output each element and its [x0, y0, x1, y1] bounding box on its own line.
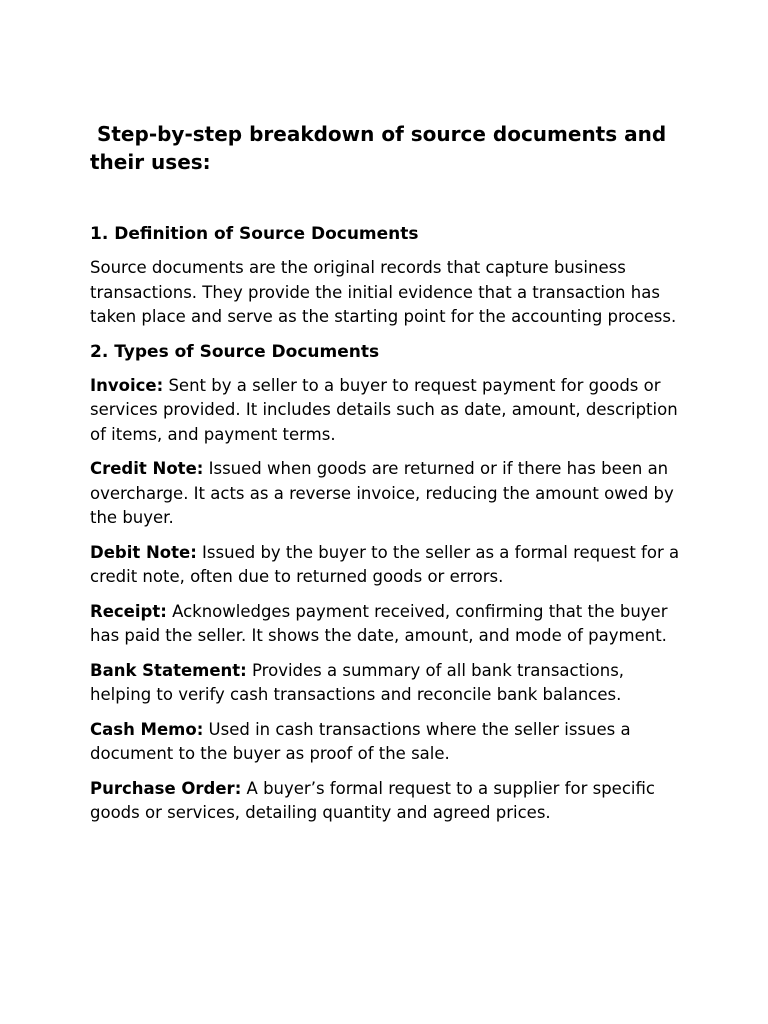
list-item-bank-statement — [90, 659, 690, 708]
term-invoice: Invoice: — [90, 375, 164, 395]
term-cash-memo: Cash Memo: — [90, 719, 204, 739]
list-item-purchase-order — [90, 777, 690, 826]
term-bank-statement: Bank Statement: — [90, 660, 247, 680]
description-credit-note: Issued when goods are returned or if there has been an overcharge. It acts as a reverse invoice, reducing the amount owed by the buyer. — [90, 459, 674, 527]
document-title: Step-by-step breakdown of source documents and their uses: — [90, 122, 674, 174]
description-receipt: Acknowledges payment received, confirming that the buyer has paid the seller. It shows the date, amount, and mode of payment. — [90, 601, 668, 645]
term-credit-note: Credit Note: — [90, 459, 204, 478]
list-item-cash-memo — [90, 718, 690, 767]
document-page — [90, 120, 690, 836]
section-definition — [90, 222, 690, 330]
description-debit-note: Issued by the buyer to the seller as a formal request for a credit note, often due to returned goods or errors. — [90, 542, 680, 586]
list-item-debit-note — [90, 541, 690, 590]
section-heading-types: 2. Types of Source Documents — [90, 341, 380, 362]
section-heading-definition: 1. Definition of Source Documents — [90, 224, 419, 244]
definition-paragraph: Source documents are the original records that capture business transactions. They provide the initial evidence that a transaction has taken place and serve as the starting point for the accounting process. — [90, 258, 677, 326]
description-cash-memo: Used in cash transactions where the seller issues a document to the buyer as proof of the sale. — [90, 719, 631, 763]
term-debit-note: Debit Note: — [90, 542, 197, 562]
description-bank-statement: Provides a summary of all bank transactions, helping to verify cash transactions and reconcile bank balances. — [90, 660, 625, 704]
description-invoice: Sent by a seller to a buyer to request payment for goods or services provided. It includes details such as date, amount, description of items, and payment terms. — [90, 375, 678, 444]
description-purchase-order: A buyer’s formal request to a supplier for specific goods or services, detailing quantity and agreed prices. — [90, 778, 655, 822]
term-receipt: Receipt: — [90, 601, 167, 621]
list-item-receipt — [90, 600, 690, 649]
section-types — [90, 340, 690, 826]
term-purchase-order: Purchase Order: — [90, 778, 242, 798]
list-item-credit-note — [90, 457, 690, 531]
list-item-invoice — [90, 374, 690, 448]
